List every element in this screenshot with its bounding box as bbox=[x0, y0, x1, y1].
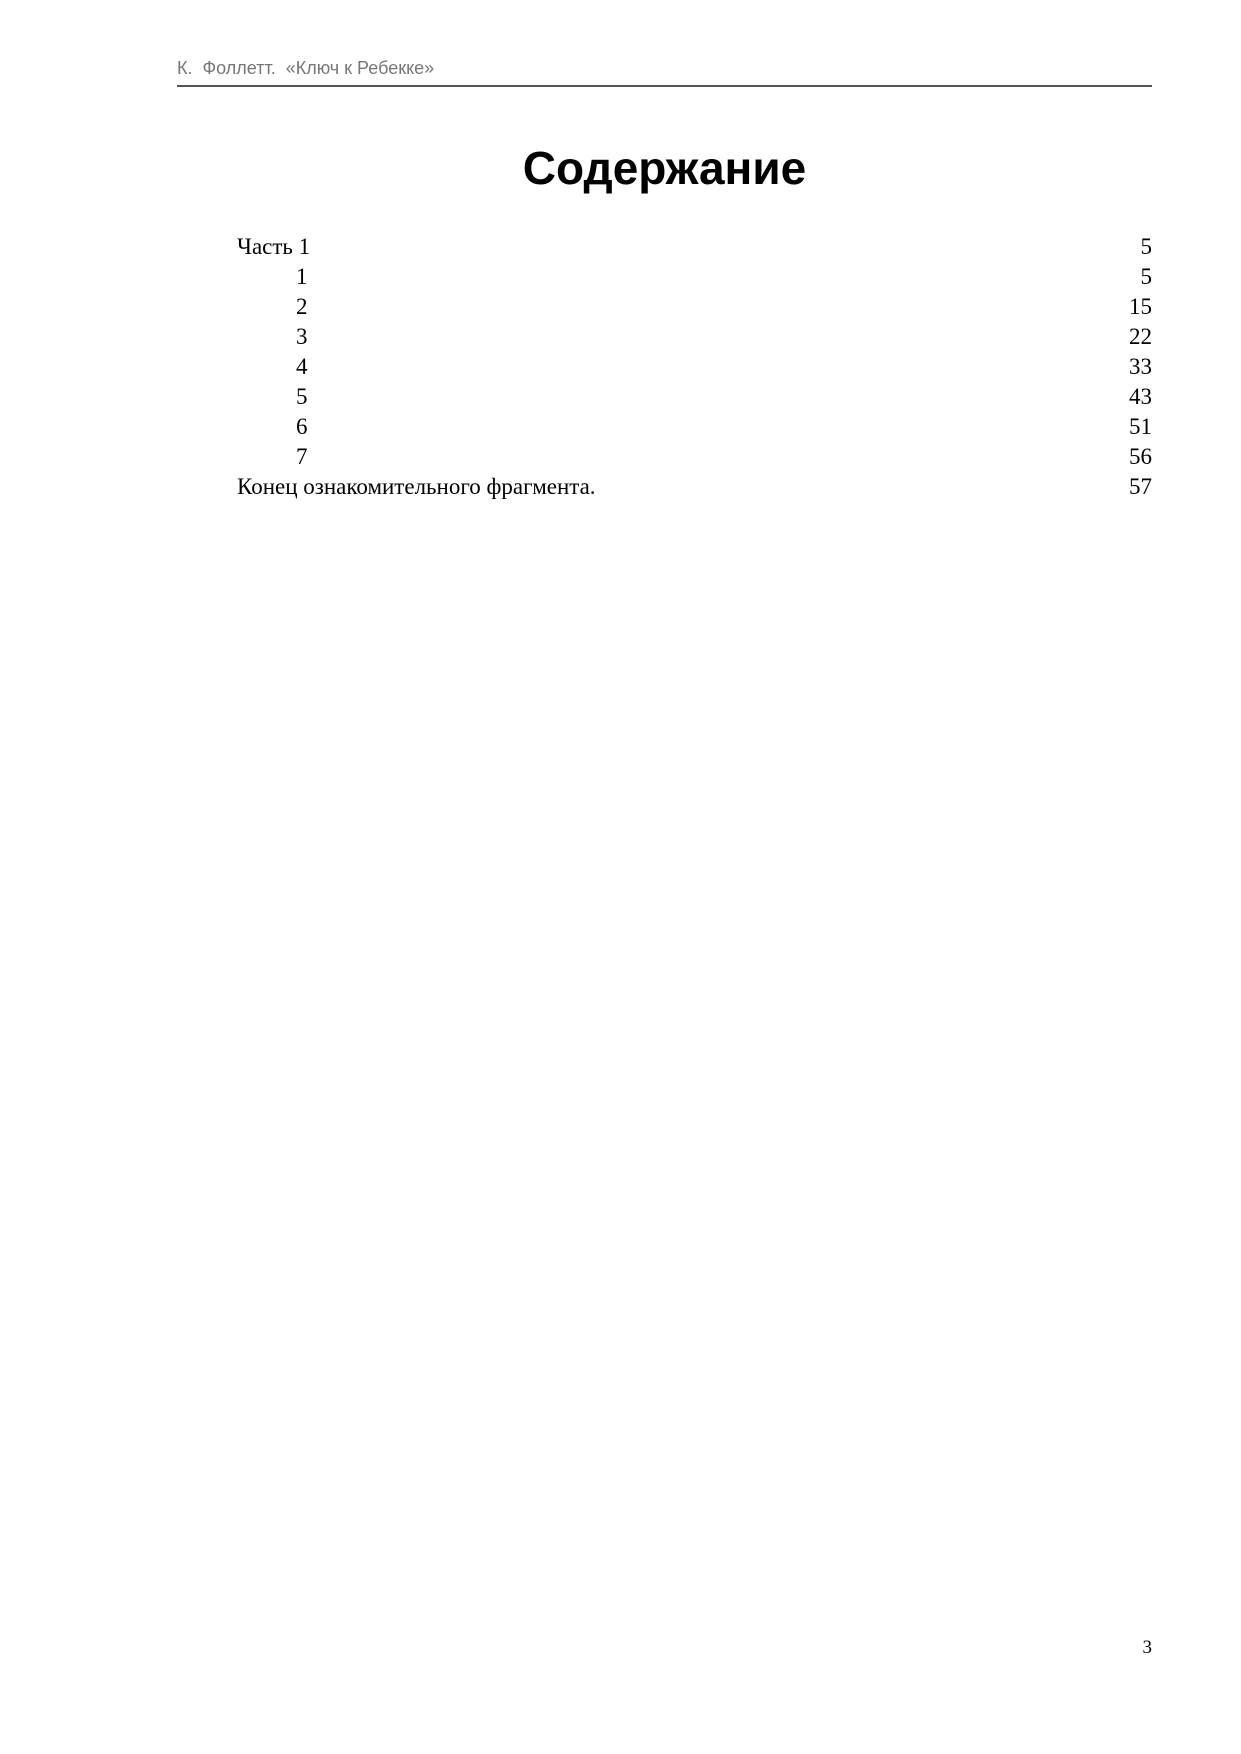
toc-entry-label: 2 bbox=[296, 294, 308, 319]
toc-entry-label: 6 bbox=[296, 414, 308, 439]
toc-entry-label: Конец ознакомительного фрагмента. bbox=[237, 474, 596, 499]
toc-entry-page: 51 bbox=[1129, 414, 1152, 439]
toc-entry-label: 3 bbox=[296, 324, 308, 349]
running-header bbox=[177, 57, 1152, 87]
toc-entry-page: 57 bbox=[1129, 474, 1152, 499]
toc-entry-page: 33 bbox=[1129, 354, 1152, 379]
toc-entry[interactable] bbox=[237, 232, 1152, 262]
toc-entry-page: 43 bbox=[1129, 384, 1152, 409]
toc-entry[interactable] bbox=[237, 352, 1152, 382]
running-header-text: К. Фоллетт. «Ключ к Ребекке» bbox=[177, 58, 435, 78]
toc-entry-page: 22 bbox=[1129, 324, 1152, 349]
table-of-contents bbox=[237, 232, 1152, 502]
page-number: 3 bbox=[1142, 1637, 1152, 1658]
toc-entry[interactable] bbox=[237, 292, 1152, 322]
toc-entry-label: 1 bbox=[296, 264, 308, 289]
toc-entry-label: 4 bbox=[296, 354, 308, 379]
toc-entry[interactable] bbox=[237, 322, 1152, 352]
toc-entry-label: 5 bbox=[296, 384, 308, 409]
toc-entry[interactable] bbox=[237, 442, 1152, 472]
page-title: Содержание bbox=[522, 142, 807, 194]
toc-entry[interactable] bbox=[237, 262, 1152, 292]
toc-entry-page: 56 bbox=[1129, 444, 1152, 469]
toc-entry-label: Часть 1 bbox=[237, 234, 311, 259]
toc-entry[interactable] bbox=[237, 412, 1152, 442]
toc-entry-page: 5 bbox=[1140, 234, 1152, 259]
toc-entry-page: 15 bbox=[1129, 294, 1152, 319]
toc-entry-label: 7 bbox=[296, 444, 308, 469]
toc-entry-page: 5 bbox=[1140, 264, 1152, 289]
toc-entry[interactable] bbox=[237, 382, 1152, 412]
toc-entry[interactable] bbox=[237, 472, 1152, 502]
